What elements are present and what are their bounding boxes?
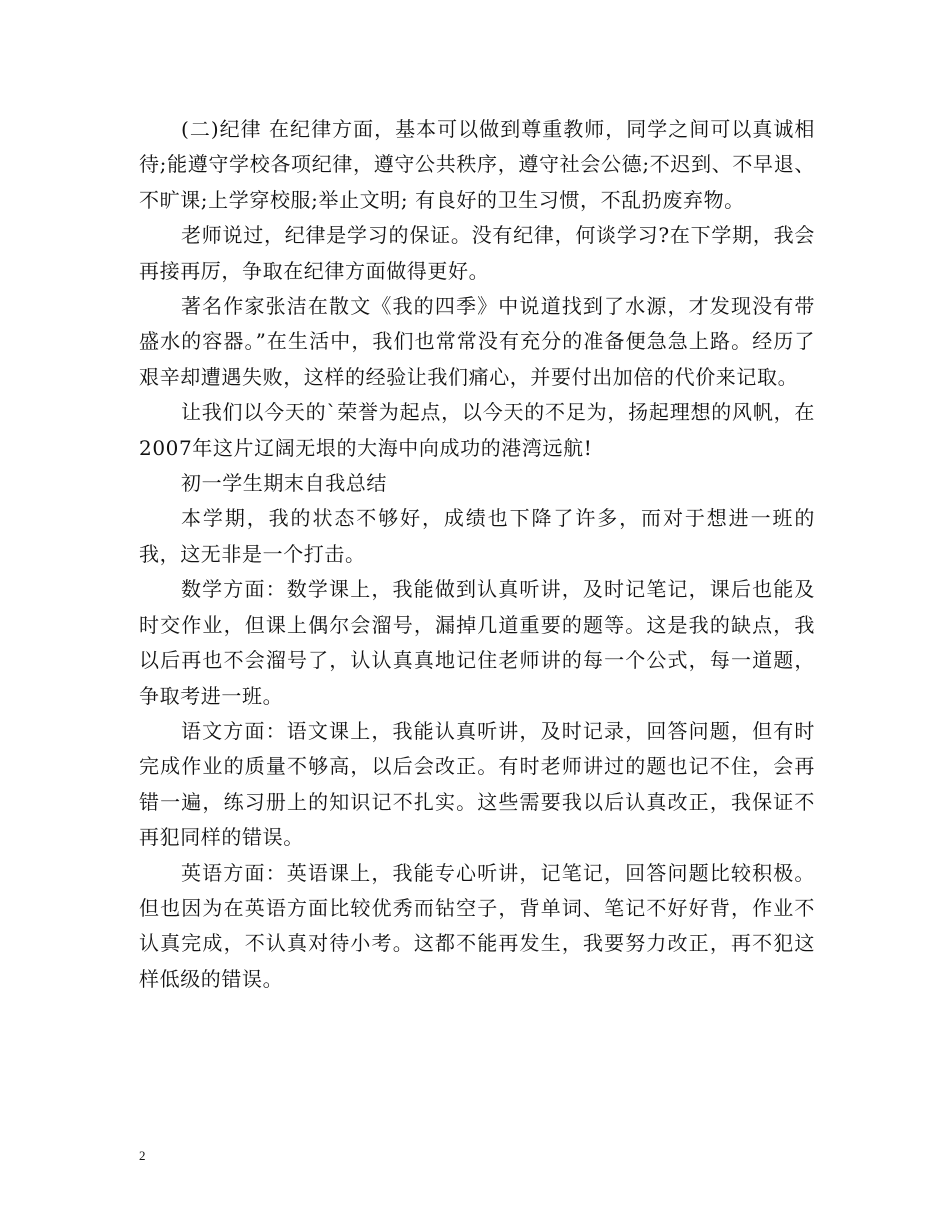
section-heading: 初一学生期末自我总结 — [181, 471, 387, 496]
paragraph-math: 数学方面：数学课上，我能做到认真听讲，及时记笔记，课后也能及时交作业，但课上偶尔会溜号，漏掉几道重要的题等。这是我的缺点，我以后再也不会溜号了，认认真真地记住老师讲的每一个公式，每一道题，争取考进一班。 — [139, 577, 815, 708]
paragraph-chinese: 语文方面：语文课上，我能认真听讲，及时记录，回答问题，但有时完成作业的质量不够高，以后会改正。有时老师讲过的题也记不住，会再错一遍，练习册上的知识记不扎实。这些需要我以后认真改正，我保证不再犯同样的错误。 — [139, 718, 815, 850]
paragraph-zhang-jie-quote: 著名作家张洁在散文《我的四季》中说道找到了水源，才发现没有带盛水的容器。”在生活中，我们也常常没有充分的准备便急急上路。经历了艰辛却遭遇失败，这样的经验让我们痛心，并要付出加倍的代价来记取。 — [139, 294, 815, 389]
paragraph-teacher-said: 老师说过，纪律是学习的保证。没有纪律，何谈学习?在下学期，我会再接再厉，争取在纪律方面做得更好。 — [139, 223, 815, 283]
paragraph-semester-state: 本学期，我的状态不够好，成绩也下降了许多，而对于想进一班的我，这无非是一个打击。 — [139, 506, 815, 566]
document-body — [139, 112, 815, 997]
paragraph-english: 英语方面：英语课上，我能专心听讲，记笔记，回答问题比较积极。但也因为在英语方面比较优秀而钻空子，背单词、笔记不好好背，作业不认真完成，不认真对待小考。这都不能再发生，我要努力改正，再不犯这样低级的错误。 — [139, 860, 815, 991]
paragraph-discipline: (二)纪律 在纪律方面，基本可以做到尊重教师，同学之间可以真诚相待;能遵守学校各项纪律，遵守公共秩序，遵守社会公德;不迟到、不早退、不旷课;上学穿校服;举止文明; 有良好的卫生习惯，不乱扔废弃物。 — [139, 117, 815, 212]
paragraph-set-sail: 让我们以今天的`荣誉为起点，以今天的不足为，扬起理想的风帆，在2007年这片辽阔无垠的大海中向成功的港湾远航! — [139, 400, 815, 460]
page-number: 2 — [139, 1148, 146, 1163]
